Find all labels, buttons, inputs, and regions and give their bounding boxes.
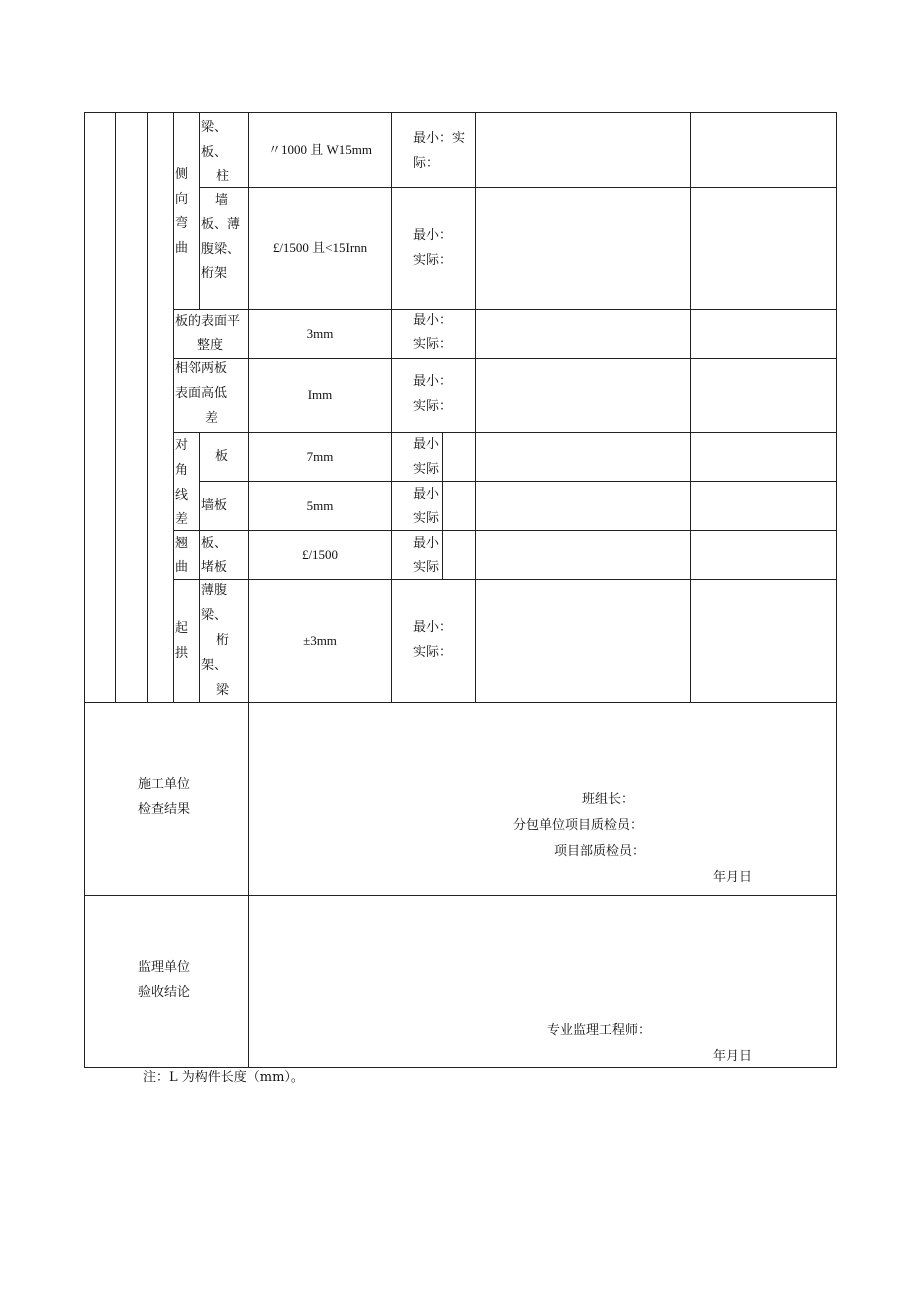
warp-label-1: 翘: [175, 536, 189, 551]
diagonal-wall-sub: 墙板: [201, 498, 228, 513]
warp-tolerance: £/1500: [301, 547, 339, 562]
beam-min: 最小：实: [413, 131, 466, 146]
lateral-bend-label-2: 向: [175, 192, 189, 207]
warp-actual: 实际: [413, 560, 440, 575]
camber-sub-3: 桁: [216, 633, 230, 648]
footnote: 注：L 为构件长度（mm）。: [143, 1070, 304, 1085]
supervision-engineer-label: 专业监理工程师：: [547, 1023, 652, 1038]
diagonal-board-min: 最小: [413, 437, 440, 452]
construction-label-2: 检查结果: [138, 802, 191, 817]
camber-actual: 实际：: [413, 645, 453, 660]
diagonal-wall-actual: 实际: [413, 511, 440, 526]
dept-inspector-label: 项目部质检员：: [554, 844, 646, 859]
camber-sub-1: 薄腹: [201, 583, 228, 598]
flatness-label-1: 板的表面平: [175, 314, 241, 329]
adjacent-min: 最小：: [413, 374, 453, 389]
diagonal-label-4: 差: [175, 512, 189, 527]
team-leader-label: 班组长：: [582, 792, 635, 807]
camber-min: 最小：: [413, 620, 453, 635]
diagonal-label-3: 线: [175, 488, 189, 503]
wall-tolerance: £/1500 且<15Irnn: [272, 240, 368, 255]
camber-tolerance: ±3mm: [303, 633, 337, 648]
wall-sub-3: 腹梁、: [201, 242, 241, 257]
diagonal-label-2: 角: [175, 463, 189, 478]
adjacent-label-2: 表面高低: [175, 386, 228, 401]
adjacent-label-3: 差: [205, 411, 219, 426]
flatness-actual: 实际：: [413, 337, 453, 352]
wall-sub-1: 墙: [215, 193, 229, 208]
warp-min: 最小: [413, 536, 440, 551]
construction-label-1: 施工单位: [138, 777, 191, 792]
wall-sub-4: 桁架: [201, 266, 228, 281]
warp-sub-2: 堵板: [201, 560, 228, 575]
lateral-bend-label-4: 曲: [175, 241, 189, 256]
supervision-date: 年月日: [713, 1049, 753, 1064]
adjacent-tolerance: Imm: [307, 387, 333, 402]
beam-sub-1: 梁、: [201, 120, 228, 135]
adjacent-label-1: 相邻两板: [175, 361, 228, 376]
camber-label-2: 拱: [175, 646, 189, 661]
warp-label-2: 曲: [175, 560, 189, 575]
camber-label-1: 起: [175, 621, 189, 636]
diagonal-board-tolerance: 7mm: [306, 449, 334, 464]
sub-inspector-label: 分包单位项目质检员：: [513, 818, 644, 833]
flatness-tolerance: 3mm: [306, 326, 334, 341]
wall-min: 最小：: [413, 228, 453, 243]
adjacent-actual: 实际：: [413, 399, 453, 414]
supervision-label-2: 验收结论: [138, 985, 191, 1000]
beam-sub-2: 板、: [201, 145, 228, 160]
diagonal-label-1: 对: [175, 438, 189, 453]
beam-tolerance: 〃1000 且 W15mm: [268, 142, 372, 157]
lateral-bend-label-3: 弯: [175, 216, 189, 231]
diagonal-board-sub: 板: [215, 449, 229, 464]
camber-sub-2: 梁、: [201, 608, 228, 623]
supervision-label-1: 监理单位: [138, 960, 191, 975]
diagonal-board-actual: 实际: [413, 462, 440, 477]
lateral-bend-label-1: 侧: [175, 167, 189, 182]
diagonal-wall-tolerance: 5mm: [306, 498, 334, 513]
camber-sub-4: 架、: [201, 658, 228, 673]
flatness-label-2: 整度: [197, 338, 224, 353]
warp-sub-1: 板、: [201, 536, 228, 551]
camber-sub-5: 梁: [216, 683, 230, 698]
wall-actual: 实际：: [413, 253, 453, 268]
beam-actual: 际：: [413, 156, 440, 171]
flatness-min: 最小：: [413, 313, 453, 328]
wall-sub-2: 板、薄: [201, 217, 241, 232]
diagonal-wall-min: 最小: [413, 487, 440, 502]
beam-sub-3: 柱: [216, 169, 230, 184]
construction-date: 年月日: [713, 870, 753, 885]
